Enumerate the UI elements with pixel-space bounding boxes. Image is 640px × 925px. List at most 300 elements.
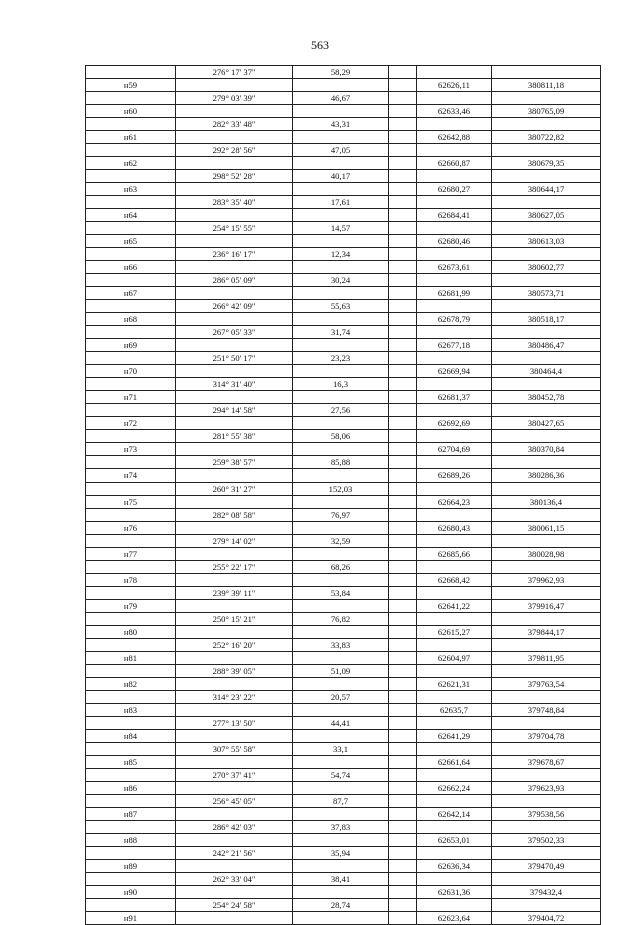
x-cell: 62689,26 (417, 469, 492, 482)
gap-cell (389, 105, 417, 118)
segment-row (86, 430, 601, 443)
y-cell: 379962,93 (492, 573, 601, 586)
point-cell (86, 586, 176, 599)
distance-cell: 152,03 (293, 482, 389, 495)
y-cell (492, 196, 601, 209)
y-cell (492, 430, 601, 443)
point-row (86, 521, 601, 534)
gap-cell (389, 287, 417, 300)
distance-cell: 28,74 (293, 899, 389, 912)
distance-cell (293, 339, 389, 352)
distance-cell: 58,06 (293, 430, 389, 443)
gap-cell (389, 339, 417, 352)
gap-cell (389, 573, 417, 586)
x-cell: 62621,31 (417, 677, 492, 690)
gap-cell (389, 638, 417, 651)
gap-cell (389, 144, 417, 157)
coordinates-table (85, 65, 601, 925)
x-cell (417, 638, 492, 651)
distance-cell: 55,63 (293, 300, 389, 313)
y-cell (492, 820, 601, 833)
distance-cell (293, 365, 389, 378)
gap-cell (389, 92, 417, 105)
gap-cell (389, 170, 417, 183)
distance-cell (293, 235, 389, 248)
y-cell (492, 846, 601, 859)
angle-cell (176, 157, 293, 170)
angle-cell: 254° 15' 55" (176, 222, 293, 235)
point-cell (86, 274, 176, 287)
angle-cell: 277° 13' 50" (176, 716, 293, 729)
point-cell: н68 (86, 313, 176, 326)
distance-cell: 46,67 (293, 92, 389, 105)
distance-cell: 44,41 (293, 716, 389, 729)
gap-cell (389, 716, 417, 729)
segment-row (86, 456, 601, 469)
segment-row (86, 482, 601, 495)
x-cell (417, 300, 492, 313)
gap-cell (389, 807, 417, 820)
y-cell (492, 170, 601, 183)
angle-cell (176, 781, 293, 794)
segment-row (86, 326, 601, 339)
angle-cell (176, 235, 293, 248)
point-cell: н91 (86, 912, 176, 925)
angle-cell: 250° 15' 21" (176, 612, 293, 625)
distance-cell (293, 79, 389, 92)
point-row (86, 703, 601, 716)
point-cell: н66 (86, 261, 176, 274)
point-row (86, 261, 601, 274)
segment-row (86, 664, 601, 677)
x-cell (417, 92, 492, 105)
angle-cell: 242° 21' 56" (176, 846, 293, 859)
gap-cell (389, 899, 417, 912)
angle-cell (176, 833, 293, 846)
point-row (86, 495, 601, 508)
point-row (86, 833, 601, 846)
x-cell: 62660,87 (417, 157, 492, 170)
y-cell: 379763,54 (492, 677, 601, 690)
segment-row (86, 742, 601, 755)
angle-cell: 288° 39' 05" (176, 664, 293, 677)
y-cell (492, 899, 601, 912)
segment-row (86, 92, 601, 105)
x-cell: 62642,14 (417, 807, 492, 820)
y-cell: 379470,49 (492, 859, 601, 872)
gap-cell (389, 560, 417, 573)
angle-cell: 259° 38' 57" (176, 456, 293, 469)
x-cell (417, 846, 492, 859)
gap-cell (389, 794, 417, 807)
angle-cell: 292° 28' 56" (176, 144, 293, 157)
gap-cell (389, 703, 417, 716)
point-cell: н70 (86, 365, 176, 378)
point-cell (86, 899, 176, 912)
point-cell: н85 (86, 755, 176, 768)
angle-cell: 307° 55' 58" (176, 742, 293, 755)
point-cell (86, 352, 176, 365)
angle-cell: 314° 23' 22" (176, 690, 293, 703)
point-cell (86, 638, 176, 651)
gap-cell (389, 157, 417, 170)
point-row (86, 755, 601, 768)
y-cell (492, 742, 601, 755)
y-cell: 380679,35 (492, 157, 601, 170)
y-cell: 380370,84 (492, 443, 601, 456)
distance-cell (293, 131, 389, 144)
segment-row (86, 352, 601, 365)
angle-cell (176, 495, 293, 508)
segment-row (86, 794, 601, 807)
x-cell: 62680,43 (417, 521, 492, 534)
angle-cell (176, 755, 293, 768)
distance-cell (293, 469, 389, 482)
segment-row (86, 404, 601, 417)
segment-row (86, 820, 601, 833)
angle-cell: 314° 31' 40" (176, 378, 293, 391)
gap-cell (389, 690, 417, 703)
gap-cell (389, 508, 417, 521)
x-cell (417, 690, 492, 703)
angle-cell (176, 261, 293, 274)
y-cell (492, 300, 601, 313)
y-cell (492, 92, 601, 105)
angle-cell (176, 79, 293, 92)
distance-cell: 20,57 (293, 690, 389, 703)
y-cell (492, 352, 601, 365)
point-cell: н61 (86, 131, 176, 144)
angle-cell (176, 391, 293, 404)
point-cell: н75 (86, 495, 176, 508)
distance-cell (293, 703, 389, 716)
gap-cell (389, 872, 417, 885)
point-cell: н72 (86, 417, 176, 430)
point-cell: н73 (86, 443, 176, 456)
gap-cell (389, 859, 417, 872)
point-cell: н67 (86, 287, 176, 300)
distance-cell: 76,82 (293, 612, 389, 625)
gap-cell (389, 534, 417, 547)
angle-cell: 260° 31' 27" (176, 482, 293, 495)
angle-cell (176, 677, 293, 690)
point-cell: н90 (86, 885, 176, 898)
x-cell: 62661,64 (417, 755, 492, 768)
distance-cell: 16,3 (293, 378, 389, 391)
segment-row (86, 300, 601, 313)
x-cell (417, 326, 492, 339)
point-row (86, 651, 601, 664)
x-cell (417, 222, 492, 235)
x-cell: 62668,42 (417, 573, 492, 586)
x-cell (417, 664, 492, 677)
distance-cell: 23,23 (293, 352, 389, 365)
distance-cell: 38,41 (293, 872, 389, 885)
gap-cell (389, 768, 417, 781)
gap-cell (389, 365, 417, 378)
y-cell: 379623,93 (492, 781, 601, 794)
point-cell (86, 144, 176, 157)
x-cell (417, 66, 492, 79)
angle-cell: 282° 08' 58" (176, 508, 293, 521)
distance-cell: 17,61 (293, 196, 389, 209)
y-cell (492, 144, 601, 157)
point-cell: н77 (86, 547, 176, 560)
distance-cell: 87,7 (293, 794, 389, 807)
x-cell: 62685,66 (417, 547, 492, 560)
x-cell: 62680,27 (417, 183, 492, 196)
point-cell (86, 196, 176, 209)
point-cell (86, 170, 176, 183)
y-cell: 380028,98 (492, 547, 601, 560)
x-cell (417, 482, 492, 495)
x-cell (417, 508, 492, 521)
distance-cell: 76,97 (293, 508, 389, 521)
distance-cell (293, 859, 389, 872)
point-cell: н74 (86, 469, 176, 482)
x-cell: 62623,64 (417, 912, 492, 925)
gap-cell (389, 417, 417, 430)
gap-cell (389, 118, 417, 131)
x-cell: 62641,29 (417, 729, 492, 742)
distance-cell (293, 912, 389, 925)
point-row (86, 157, 601, 170)
gap-cell (389, 196, 417, 209)
angle-cell: 270° 37' 41" (176, 768, 293, 781)
angle-cell: 255° 22' 17" (176, 560, 293, 573)
x-cell: 62631,36 (417, 885, 492, 898)
distance-cell: 53,84 (293, 586, 389, 599)
point-row (86, 365, 601, 378)
angle-cell: 286° 42' 03" (176, 820, 293, 833)
angle-cell (176, 912, 293, 925)
distance-cell (293, 261, 389, 274)
point-row (86, 105, 601, 118)
angle-cell (176, 573, 293, 586)
x-cell (417, 560, 492, 573)
point-row (86, 131, 601, 144)
y-cell: 379404,72 (492, 912, 601, 925)
angle-cell: 252° 16' 20" (176, 638, 293, 651)
point-cell (86, 430, 176, 443)
x-cell (417, 899, 492, 912)
point-cell (86, 664, 176, 677)
y-cell: 379678,67 (492, 755, 601, 768)
y-cell: 380811,18 (492, 79, 601, 92)
point-row (86, 781, 601, 794)
segment-row (86, 768, 601, 781)
distance-cell (293, 183, 389, 196)
x-cell (417, 404, 492, 417)
distance-cell: 33,83 (293, 638, 389, 651)
x-cell: 62678,79 (417, 313, 492, 326)
point-cell: н84 (86, 729, 176, 742)
angle-cell (176, 339, 293, 352)
point-row (86, 729, 601, 742)
point-cell (86, 612, 176, 625)
gap-cell (389, 625, 417, 638)
gap-cell (389, 222, 417, 235)
point-cell: н80 (86, 625, 176, 638)
distance-cell (293, 625, 389, 638)
angle-cell: 251° 50' 17" (176, 352, 293, 365)
point-row (86, 287, 601, 300)
distance-cell: 43,31 (293, 118, 389, 131)
y-cell (492, 638, 601, 651)
segment-row (86, 690, 601, 703)
y-cell: 380722,82 (492, 131, 601, 144)
point-cell (86, 742, 176, 755)
point-cell (86, 872, 176, 885)
point-cell: н64 (86, 209, 176, 222)
gap-cell (389, 326, 417, 339)
x-cell: 62664,23 (417, 495, 492, 508)
segment-row (86, 274, 601, 287)
distance-cell (293, 885, 389, 898)
segment-row (86, 716, 601, 729)
segment-row (86, 248, 601, 261)
distance-cell (293, 495, 389, 508)
x-cell: 62681,99 (417, 287, 492, 300)
distance-cell (293, 313, 389, 326)
y-cell: 380765,09 (492, 105, 601, 118)
angle-cell (176, 209, 293, 222)
distance-cell: 58,29 (293, 66, 389, 79)
y-cell: 380602,77 (492, 261, 601, 274)
angle-cell (176, 313, 293, 326)
point-row (86, 235, 601, 248)
y-cell (492, 872, 601, 885)
y-cell: 379538,56 (492, 807, 601, 820)
gap-cell (389, 391, 417, 404)
gap-cell (389, 469, 417, 482)
segment-row (86, 66, 601, 79)
point-cell (86, 404, 176, 417)
angle-cell: 279° 03' 39" (176, 92, 293, 105)
gap-cell (389, 586, 417, 599)
gap-cell (389, 664, 417, 677)
segment-row (86, 534, 601, 547)
gap-cell (389, 820, 417, 833)
gap-cell (389, 79, 417, 92)
segment-row (86, 586, 601, 599)
point-cell: н78 (86, 573, 176, 586)
point-cell: н81 (86, 651, 176, 664)
point-cell (86, 534, 176, 547)
x-cell (417, 378, 492, 391)
angle-cell (176, 417, 293, 430)
point-row (86, 183, 601, 196)
angle-cell: 282° 33' 48" (176, 118, 293, 131)
segment-row (86, 846, 601, 859)
segment-row (86, 144, 601, 157)
angle-cell: 236° 16' 17" (176, 248, 293, 261)
distance-cell (293, 833, 389, 846)
point-cell (86, 326, 176, 339)
point-cell: н87 (86, 807, 176, 820)
angle-cell (176, 469, 293, 482)
distance-cell: 51,09 (293, 664, 389, 677)
y-cell: 380427,65 (492, 417, 601, 430)
x-cell (417, 196, 492, 209)
distance-cell (293, 755, 389, 768)
y-cell (492, 326, 601, 339)
y-cell: 380486,47 (492, 339, 601, 352)
gap-cell (389, 547, 417, 560)
gap-cell (389, 313, 417, 326)
distance-cell: 30,24 (293, 274, 389, 287)
point-row (86, 391, 601, 404)
x-cell (417, 742, 492, 755)
point-cell (86, 716, 176, 729)
y-cell: 379432,4 (492, 885, 601, 898)
y-cell (492, 560, 601, 573)
angle-cell (176, 105, 293, 118)
segment-row (86, 560, 601, 573)
x-cell (417, 872, 492, 885)
point-row (86, 677, 601, 690)
angle-cell: 254° 24' 58" (176, 899, 293, 912)
y-cell (492, 716, 601, 729)
distance-cell (293, 417, 389, 430)
distance-cell (293, 391, 389, 404)
gap-cell (389, 235, 417, 248)
x-cell: 62684,41 (417, 209, 492, 222)
distance-cell (293, 677, 389, 690)
distance-cell (293, 209, 389, 222)
point-row (86, 912, 601, 925)
y-cell: 379748,84 (492, 703, 601, 716)
x-cell: 62669,94 (417, 365, 492, 378)
point-row (86, 209, 601, 222)
gap-cell (389, 482, 417, 495)
angle-cell: 256° 45' 05" (176, 794, 293, 807)
angle-cell: 294° 14' 58" (176, 404, 293, 417)
point-cell (86, 456, 176, 469)
gap-cell (389, 612, 417, 625)
coordinates-table-body (86, 66, 601, 925)
distance-cell: 40,17 (293, 170, 389, 183)
angle-cell (176, 885, 293, 898)
x-cell: 62615,27 (417, 625, 492, 638)
segment-row (86, 638, 601, 651)
x-cell (417, 586, 492, 599)
y-cell: 379916,47 (492, 599, 601, 612)
y-cell (492, 378, 601, 391)
segment-row (86, 872, 601, 885)
x-cell: 62636,34 (417, 859, 492, 872)
point-row (86, 79, 601, 92)
gap-cell (389, 183, 417, 196)
point-cell (86, 118, 176, 131)
distance-cell (293, 105, 389, 118)
angle-cell (176, 729, 293, 742)
point-cell: н62 (86, 157, 176, 170)
gap-cell (389, 912, 417, 925)
point-cell: н89 (86, 859, 176, 872)
distance-cell: 32,59 (293, 534, 389, 547)
y-cell: 380286,36 (492, 469, 601, 482)
y-cell (492, 222, 601, 235)
angle-cell (176, 183, 293, 196)
angle-cell: 298° 52' 28" (176, 170, 293, 183)
x-cell (417, 456, 492, 469)
x-cell: 62662,24 (417, 781, 492, 794)
gap-cell (389, 261, 417, 274)
point-cell (86, 846, 176, 859)
point-cell: н65 (86, 235, 176, 248)
gap-cell (389, 352, 417, 365)
